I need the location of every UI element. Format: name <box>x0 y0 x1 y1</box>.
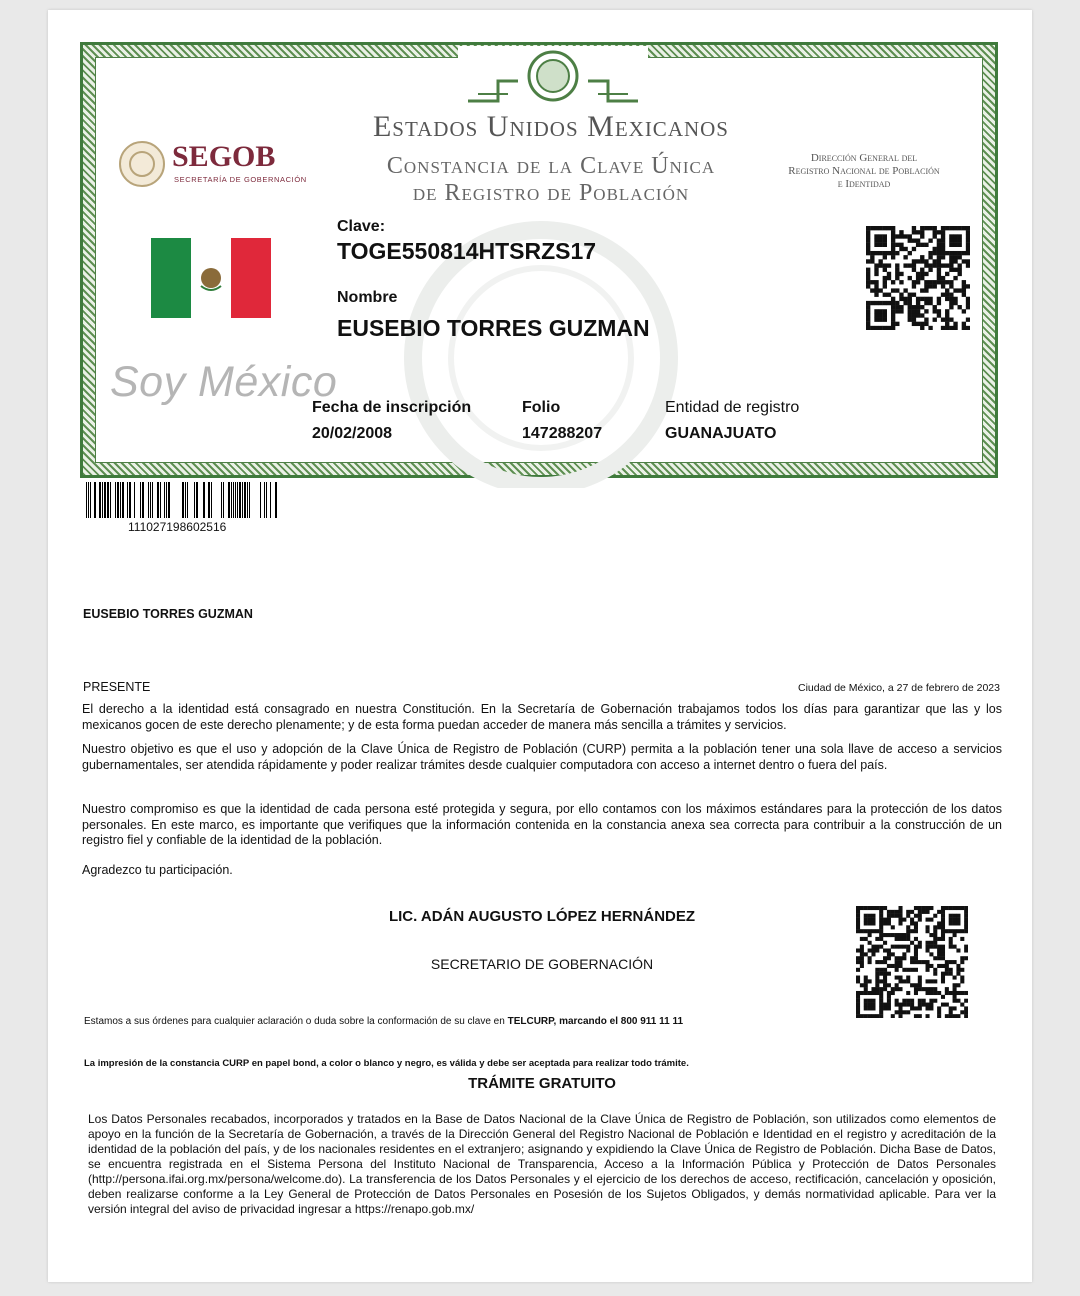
coat-of-arms-crest-icon <box>458 46 648 112</box>
segob-logo-text: SEGOB <box>172 140 276 173</box>
free-procedure-label: TRÁMITE GRATUITO <box>468 1075 616 1092</box>
thanks-line: Agradezco tu participación. <box>82 863 233 877</box>
recipient-name: EUSEBIO TORRES GUZMAN <box>83 607 253 621</box>
fecha-inscripcion-label: Fecha de inscripción <box>312 399 472 416</box>
paragraph-2: Nuestro objetivo es que el uso y adopción de la Clave Única de Registro de Población (CURP) permita a la población tener una sola llave de acceso a servicios gubernamentales, ser atendida rápidamente y poder realizar trámites desde cualquier computadora con acceso a internet dentro o fuera del país. <box>82 742 1002 772</box>
presente-label: PRESENTE <box>83 680 151 694</box>
barcode-number: 111027198602516 <box>128 520 227 534</box>
signer-name: LIC. ADÁN AUGUSTO LÓPEZ HERNÁNDEZ <box>388 908 696 925</box>
soy-mexico-slogan: Soy México <box>110 358 338 406</box>
nombre-value: EUSEBIO TORRES GUZMAN <box>337 315 650 341</box>
mexican-flag-icon <box>151 238 271 318</box>
barcode <box>86 482 278 518</box>
segob-subtitle: SECRETARÍA DE GOBERNACIÓN <box>174 175 307 184</box>
signer-title: SECRETARIO DE GOBERNACIÓN <box>430 956 654 972</box>
clave-value: TOGE550814HTSRZS17 <box>337 238 597 264</box>
entidad-registro-label: Entidad de registro <box>665 399 800 416</box>
paragraph-1: El derecho a la identidad está consagrado en nuestra Constitución. En la Secretaría de Gobernación trabajamos todos los días para garantizar que las y los mexicanos gocen de este derecho plenamente; y de esta forma puedan acceder de manera más sencilla a trámites y servicios. <box>82 702 1002 732</box>
dgrnpi-line1: Dirección General del <box>810 152 918 164</box>
nombre-label: Nombre <box>337 289 398 306</box>
validity-notice: La impresión de la constancia CURP en papel bond, a color o blanco y negro, es válida y debe ser aceptada para realizar todo trámite. <box>84 1058 689 1069</box>
dgrnpi-label <box>764 152 964 191</box>
curp-certificate-card <box>80 42 998 478</box>
fecha-inscripcion-value: 20/02/2008 <box>312 425 393 442</box>
dgrnpi-line3: e Identidad <box>837 178 891 190</box>
entidad-registro-value: GUANAJUATO <box>665 425 777 442</box>
document-title-line2: de Registro de Población <box>412 180 690 206</box>
curp-qr-code <box>866 226 970 330</box>
contact-text: Estamos a sus órdenes para cualquier aclaración o duda sobre la conformación de su clave en <box>84 1016 508 1027</box>
place-date: Ciudad de México, a 27 de febrero de 2023 <box>798 682 1000 694</box>
dgrnpi-line2: Registro Nacional de Población <box>788 165 940 177</box>
contact-line <box>84 1016 683 1027</box>
signature-qr-code <box>856 906 968 1018</box>
paragraph-3: Nuestro compromiso es que la identidad de cada persona esté protegida y segura, por ello contamos con los máximos estándares para la protección de los datos personales. En este marco, es importante que verifiques que la información contenida en la constancia anexa sea correcta para contribuir a la construcción de un registro fiel y confiable de la identidad de la población. <box>82 802 1002 847</box>
clave-label: Clave: <box>337 218 386 235</box>
document-title-line1: Constancia de la Clave Única <box>386 153 716 179</box>
telcurp-phone: TELCURP, marcando el 800 911 11 11 <box>507 1016 684 1027</box>
country-title: Estados Unidos Mexicanos <box>372 110 729 143</box>
folio-value: 147288207 <box>522 425 603 442</box>
certificate-inner-panel <box>95 57 983 463</box>
privacy-notice: Los Datos Personales recabados, incorporados y tratados en la Base de Datos Nacional de la Clave Única de Registro de Población, son utilizados como elementos de apoyo en la función de la Secretaría de Gobernación, a través de la Dirección General del Registro Nacional de Población e Identidad en el registro y acreditación de la identidad de la población del país, y de los nacionales residentes en el extranjero; asignando y expidiendo la Clave Única de Registro de Población. Dicha Base de Datos, se encuentra registrada en el Sistema Persona del Instituto Nacional de Transparencia, Acceso a la Información Pública y Protección de Datos Personales (http://persona.ifai.org.mx/persona/welcome.do). La transferencia de los Datos Personales y el ejercicio de los derechos de acceso, rectificación, cancelación y oposición, deben realizarse conforme a la Ley General de Protección de Datos Personales en Posesión de los Sujetos Obligados, y demás normatividad aplicable. Para ver la versión integral del aviso de privacidad ingresar a https://renapo.gob.mx/ <box>88 1112 996 1216</box>
folio-label: Folio <box>522 399 561 416</box>
segob-seal-icon <box>118 140 166 188</box>
